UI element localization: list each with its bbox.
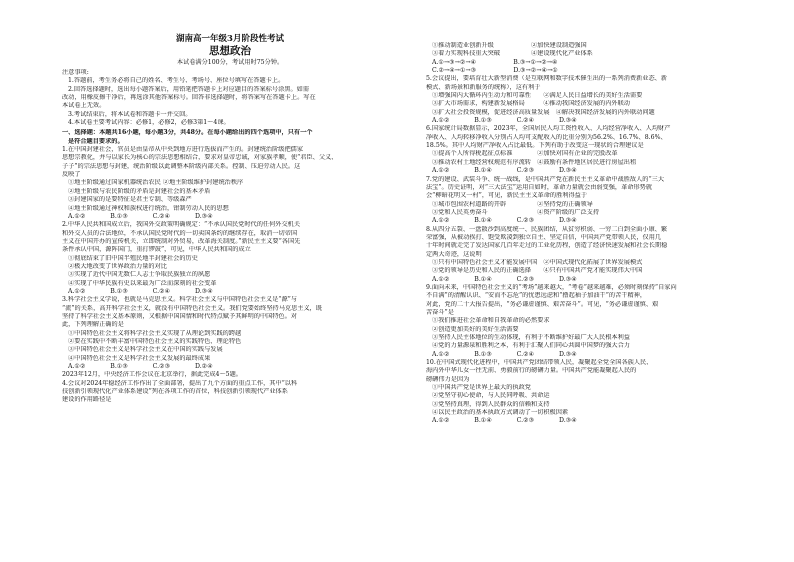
question-line: ①中国特色社会主义将科学社会主义实现了从理论到实践的跨越 <box>68 329 242 337</box>
question-line: ④以民主政治的基本执政方式调动了一切积极因素 <box>432 409 569 417</box>
question-line: 6.国家统计局数据显示，2023年，全国居民人均工资性收入、人均经营净收入、人均财产 <box>426 125 671 133</box>
question-line: A.①② B.①③ C.②④ D.③④ <box>68 287 213 295</box>
question-line: 和外交人员的合法地位，不承认国民党时代的一切卖国条约的继续存在，取消一切帝国 <box>62 229 298 237</box>
question-line: 模式、新场景和新服务的统称），这有利于 <box>426 83 541 91</box>
question-line: 8.从四分五裂、一盘散沙到高度统一、民族团结，从贫穷积弱、一穷二白到全面小康、繁 <box>426 225 668 233</box>
question-line: 技创新引领现代化产业体系建设”列在各项工作的首位，科技创新引领现代产业体系 <box>62 388 288 396</box>
question-line: ③实现了近代中国无数仁人志士争取民族独立的夙愿 <box>68 271 211 279</box>
question-line: 1.在中国封建社会，官员是由皇帝从中央到地方进行选拔而产生的。封建统治阶级把儒家 <box>62 146 304 154</box>
question-line: ③坚持人民主体地位的生动体现，有利于不断维护好最广大人民根本利益 <box>432 334 630 342</box>
question-line: 十年时间就走完了发达国家几百年走过的工业化历程，创造了经济快速发展和社会长期稳 <box>426 242 668 250</box>
question-line: 磅礴伟力是因为 <box>426 375 470 383</box>
question-line: 思想宗教化，并与以家长为核心的宗法思想相结合，要求对皇帝忠诚，对家族孝顺，使“君臣、父义、 <box>62 154 338 162</box>
question-line: A.①② B.①③ C.②④ D.③④ <box>432 117 577 125</box>
question-line: ③中国特色社会主义是科学社会主义在中国的实践与发展 <box>68 346 223 354</box>
question-line: ③着力实现科技重大突破 ④建设现代化产业体系 <box>432 50 593 58</box>
question-line: ②党坚守初心使命，与人民同呼吸、共命运 <box>432 392 550 400</box>
question-line: 条件承认中国，源阵国门，重打锣鼓”，可见，中华人民共和国的成立 <box>62 246 251 254</box>
question-line: ②地主阶级与农民阶级的矛盾是封建社会的基本矛盾 <box>68 187 211 195</box>
notice-line: 1.答题前，考生务必将自己的姓名、考生号、考场号、座位号填写在答题卡上。 <box>68 77 285 85</box>
question-line: 2.中华人民共和国成立后，我国外交政策明确规定：“不承认国民党时代的任何外交机关 <box>62 221 301 229</box>
left-questions <box>62 146 398 405</box>
question-line: 3.科学社会主义学说，也就是马克思主义。科学社会主义与中国特色社会主义是“源”与 <box>62 296 297 304</box>
question-line: ①城市包围农村道路的开辟 ②坚持党的正确领导 <box>432 200 593 208</box>
question-line: 定两大奇迹，这说明 <box>426 250 482 258</box>
left-column <box>62 0 398 405</box>
notice-line: 4.本试卷主要考试内容：必修1，必修2，必修3第1～4课。 <box>68 119 230 127</box>
question-line: ④实现了中华民族有史以来最为广泛而深刻的社会变革 <box>68 279 217 287</box>
question-line: ①推动制造业创新升级 ②加快建设制造强国 <box>432 42 587 49</box>
question-line: A.①② B.①④ C.②③ D.③④ <box>432 217 577 225</box>
question-line: 苦奋斗”是 <box>426 309 454 316</box>
question-line: 不自满”的清醒认识、“安而不忘危”的忧患远虑和“撸起袖子加油干”的苦干精神， <box>426 292 647 300</box>
exam-subject: 思想政治 <box>209 45 251 57</box>
question-line: 7.党的建设、武装斗争、统一战线，是中国共产党在新民主主义革命中战胜敌人的“三大 <box>426 175 665 183</box>
question-line: ①我们推进社会革命和自我革命的必然要求 <box>432 317 550 325</box>
question-line: ③推动农村土地经营权规范有序流转 ④鼓励有条件地区居民进行房屋出租 <box>432 158 637 166</box>
question-line: 会“柳暗花明又一村”，可见，新民主主义革命的胜利得益于 <box>426 192 588 200</box>
question-line: A.①② B.①④ C.②③ D.③④ <box>432 275 577 283</box>
section-heading: 一、选择题：本题共16小题，每小题3分，共48分。在每小题给出的四个选项中，只有一个 <box>62 129 313 137</box>
question-line: 对此，党的二十大报告提出，“务必谦虚谨慎、艰苦奋斗”。可见，“务必谦虚谨慎、艰 <box>426 300 659 308</box>
question-line: ①只有中国特色社会主义才能发展中国 ②中国式现代化拓展了世界发展模式 <box>432 258 643 266</box>
question-line: ③封建国家的是要特征是君主专制、等级森严 <box>68 196 192 204</box>
notice-heading: 注意事项: <box>62 69 89 76</box>
question-line: A.①② B.①④ C.②③ D.③④ <box>432 417 577 425</box>
question-line: 子子”的宗法思想与封建，统治阶级以此调整本阶级内部关系。控制、压迫劳动人民。这 <box>62 162 301 170</box>
question-line: ①彻底结束了旧中国半殖民地半封建社会的历史 <box>68 254 198 262</box>
question-line: 2023年12月，中央经济工作会议在北京举行，据此完成4～5题。 <box>62 371 242 379</box>
question-line: ③扩大社会投资规模，促进经济高质量发展 ④解决我国经济发展的内外联动问题 <box>432 108 655 116</box>
question-line: A.①② B.①③ C.②④ D.③④ <box>432 350 577 358</box>
question-line: ③党和人民英勇奋斗 ④资产阶级的广泛支持 <box>432 208 600 216</box>
question-line: ③党的领导是历史和人民的正确选择 ④只有中国共产党才能实现伟大中国 <box>432 267 643 275</box>
question-line: 10.在中国式现代化进程中，中国共产党团结带领人民，凝聚起全党全国各族人民、 <box>426 359 653 367</box>
question-line: A.①② B.①③ C.②④ D.③④ <box>68 212 213 220</box>
question-line: ②创造更加美好的美好生活需要 <box>432 325 519 333</box>
question-line: 坚持了科学社会主义基本原则，又根据中国国情和时代特点赋予其鲜明的中国特色。对 <box>62 312 298 320</box>
notice-line: 2.回答选择题时，选出每小题答案后，用铅笔把答题卡上对应题目的答案标号涂黑。如需 <box>68 85 310 93</box>
exam-meta: 本试卷满分100分，考试用时75分钟。 <box>176 59 284 66</box>
question-line: C.②→④→①→③ D.③→②→④→① <box>432 67 558 75</box>
question-line: ①地主阶级通过国家机器统治农民 ②地主阶级维护封建统治秩序 <box>68 179 244 187</box>
question-line: 海内外中华儿女一往无前、勇毅前行的磅礴力量。中国共产党能凝聚起人民的 <box>426 367 637 375</box>
question-line: ③扩大市场需求，构建新发展格局 ④推动我国经济发展的内外联动 <box>432 100 630 108</box>
question-line: ①中国共产党是世界上最大的执政党 <box>432 384 531 392</box>
question-line: “流”的关系，高开科学社会主义，就没有中国特色社会主义。我们党要始终坚持马克思主义，既 <box>62 304 323 312</box>
question-line: A.①② B.①④ C.②③ D.③④ <box>432 167 577 175</box>
question-line: 建设的作用路径是 <box>62 396 112 404</box>
question-line: 反映了 <box>62 171 81 179</box>
question-line: 9.面向未来，中国特色社会主义的“考场”越来越大，“考卷”越来越难，必须时刻保持“自家向 <box>426 283 677 291</box>
notice-line: 3.考试结束后，将本试卷和答题卡一并交回。 <box>68 110 192 118</box>
question-line: ④中国特色社会主义是科学社会主义发展的最终成果 <box>68 354 211 362</box>
section-heading: 是符合题目要求的。 <box>68 137 124 145</box>
question-line: ④地主阶级通过神权和族权进行统治，钳制劳动人民的思想 <box>68 204 229 212</box>
question-line: ③党坚持真理，得到人民群众的信赖和支持 <box>432 400 550 408</box>
question-line: 净收入、人均转移净收入分别占人均可支配收入的比重分别为56.2%、16.7%、8.6%、 <box>426 133 667 141</box>
notice-line: 本试卷上无效。 <box>62 102 106 110</box>
question-line: A.①→③→②→④ B.③→①→②→④ <box>432 58 558 66</box>
question-line: ②要在实践中不断丰富中国特色社会主义的实践特色、理论特色 <box>68 338 242 345</box>
question-line: ①提高个人所得税起征点标准 ②加快对国有企业的完股改革 <box>432 150 618 158</box>
question-line: A.①② B.①③ C.②③ D.②④ <box>68 363 213 371</box>
right-column <box>426 0 776 426</box>
notice-line: 改动，用橡皮擦干净后，再选涂其他答案标号。回答非选择题时，将答案写在答题卡上。写在 <box>62 94 316 102</box>
question-line: 主义在中国开办的宣传机关，立即统制对外贸易，改革海关制度。”新民主主义要“各国先 <box>62 237 301 245</box>
question-line: 4.会议对2024年稳经济工作作出了全面部署，提出了九个方面的重点工作，其中“以科 <box>62 379 298 387</box>
question-line: 5.会议提出，要培育壮大新型消费（是互联网和数字技术催生出的一系列消费新业态、新 <box>426 75 668 83</box>
question-line: 法宝”。历史证明，对“三大法宝”运用自如时，革命力量就会由弱变强，革命形势就 <box>426 183 653 191</box>
right-questions <box>426 42 776 426</box>
question-line: 18.5%。其中人均财产净收入占比最低。下列有助于改变这一现状的合理建议是 <box>426 142 644 150</box>
exam-title: 湖南高一年级3月阶段性考试 <box>176 34 284 44</box>
question-line: ②极大地改变了世界政治力量的对比 <box>68 262 167 270</box>
question-line: ①增强国内大循环内生动力和可靠性 ②满足人民日益增长的美好生活需要 <box>432 92 643 100</box>
question-line: 荣富强，从被动挨打、饱受欺凌到独立自主、坚定自信，中国共产党带领人民，仅用几 <box>426 233 662 241</box>
question-line: ④党的力量源泉和胜利之本，有利于汇聚人们同心共圆中国梦的强大合力 <box>432 342 630 350</box>
question-line: 此，下列理解正确的是 <box>62 321 124 329</box>
